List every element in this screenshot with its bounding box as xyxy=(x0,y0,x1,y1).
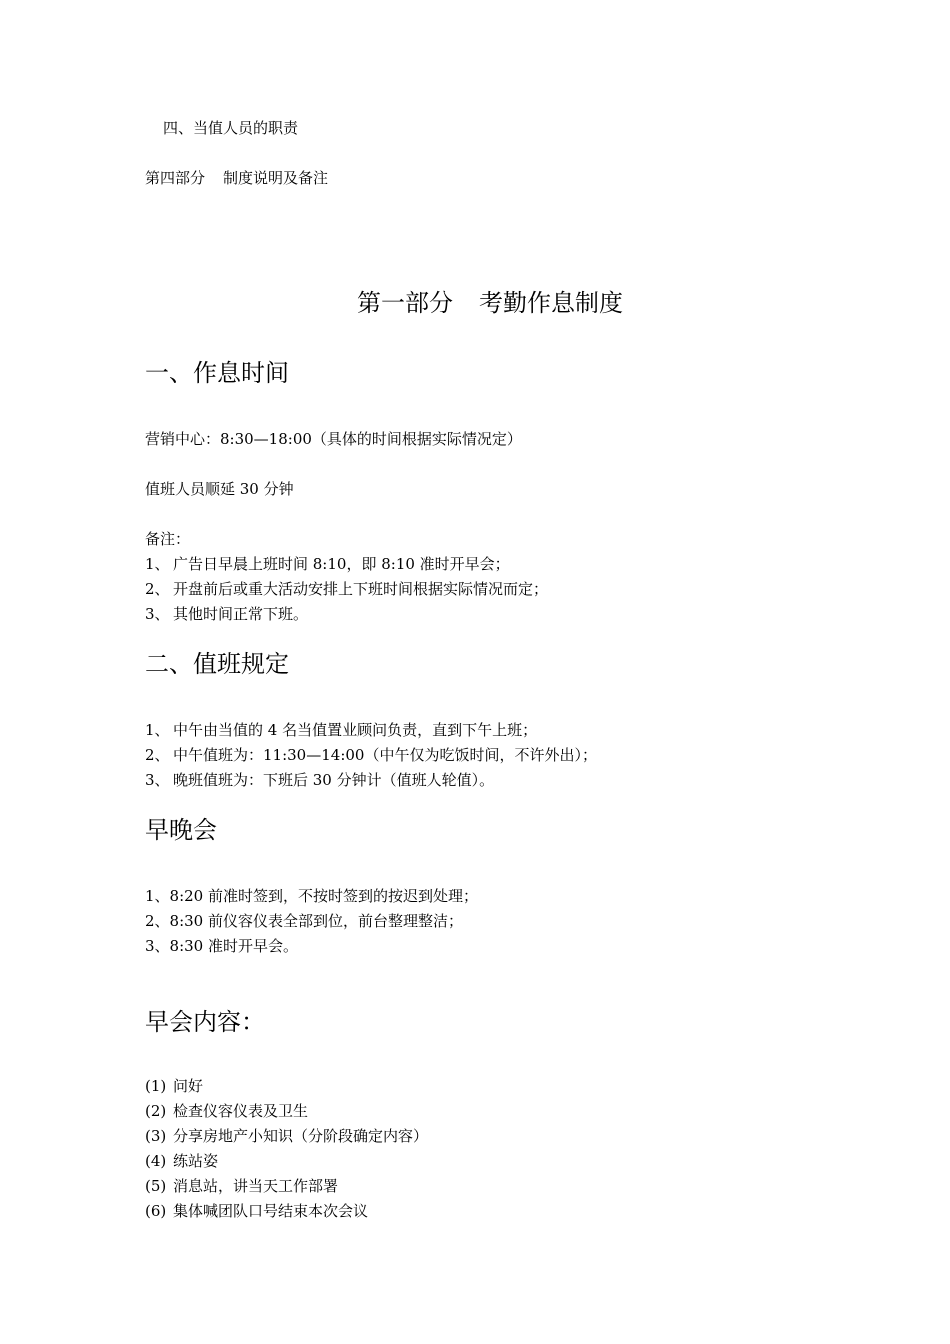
section-morning-heading: 早会内容： xyxy=(145,1008,265,1036)
list-item xyxy=(145,554,510,574)
list-item-text: 开盘前后或重大活动安排上下班时间根据实际情况而定； xyxy=(173,580,549,598)
list-item-text: 练站姿 xyxy=(173,1152,219,1170)
section-schedule-heading: 一、作息时间 xyxy=(145,359,289,387)
list-item: 3、8:30 准时开早会。 xyxy=(145,937,298,955)
list-item-text: 分享房地产小知识（分阶段确定内容） xyxy=(173,1127,429,1145)
notes-label: 备注： xyxy=(145,530,191,548)
list-item-text: 检查仪容仪表及卫生 xyxy=(173,1102,309,1120)
list-item-text: 问好 xyxy=(173,1077,204,1095)
part-one-name: 考勤作息制度 xyxy=(479,289,623,317)
list-item-text: 集体喊团队口号结束本次会议 xyxy=(173,1202,369,1220)
part-one-label: 第一部分 xyxy=(357,289,453,317)
list-item-number: 1、 xyxy=(145,555,170,573)
list-item-number: (2) xyxy=(145,1102,167,1120)
list-item-number: 3、 xyxy=(145,605,170,623)
list-item-number: (1) xyxy=(145,1077,167,1095)
toc-part-four-label: 第四部分 xyxy=(145,169,206,187)
list-item-text: 中午值班为：11:30—14:00（中午仅为吃饭时间，不许外出）； xyxy=(173,746,597,764)
list-item-text: 晚班值班为：下班后 30 分钟计（值班人轮值）。 xyxy=(173,771,495,789)
list-item xyxy=(145,720,537,740)
list-item xyxy=(145,1201,368,1221)
list-item-number: 3、 xyxy=(145,771,170,789)
duty-delay: 值班人员顺延 30 分钟 xyxy=(145,480,294,498)
list-item-number: (6) xyxy=(145,1202,167,1220)
list-item-number: 2、 xyxy=(145,580,170,598)
list-item xyxy=(145,1101,308,1121)
list-item-number: (5) xyxy=(145,1177,167,1195)
list-item: 2、8:30 前仪容仪表全部到位，前台整理整洁； xyxy=(145,912,463,930)
list-item-text: 广告日早晨上班时间 8:10，即 8:10 准时开早会； xyxy=(173,555,510,573)
list-item-number: 1、 xyxy=(145,721,170,739)
toc-part-four xyxy=(145,168,328,188)
list-item-number: (4) xyxy=(145,1152,167,1170)
list-item-number: (3) xyxy=(145,1127,167,1145)
part-one-title xyxy=(0,287,950,319)
section-duty-heading: 二、值班规定 xyxy=(145,650,289,678)
list-item: 1、8:20 前准时签到，不按时签到的按迟到处理； xyxy=(145,887,478,905)
list-item-text: 消息站，讲当天工作部署 xyxy=(173,1177,339,1195)
list-item xyxy=(145,604,308,624)
list-item xyxy=(145,1151,218,1171)
sales-center-hours: 营销中心：8:30—18:00（具体的时间根据实际情况定） xyxy=(145,430,522,448)
list-item xyxy=(145,770,494,790)
list-item xyxy=(145,1126,428,1146)
toc-part-four-title: 制度说明及备注 xyxy=(223,169,329,187)
list-item-number: 2、 xyxy=(145,746,170,764)
toc-item-four: 四、当值人员的职责 xyxy=(163,119,299,137)
list-item xyxy=(145,1076,203,1096)
list-item-text: 其他时间正常下班。 xyxy=(173,605,309,623)
list-item xyxy=(145,1176,338,1196)
list-item xyxy=(145,745,597,765)
section-meeting-heading: 早晚会 xyxy=(145,816,217,844)
list-item xyxy=(145,579,548,599)
list-item-text: 中午由当值的 4 名当值置业顾问负责，直到下午上班； xyxy=(173,721,538,739)
